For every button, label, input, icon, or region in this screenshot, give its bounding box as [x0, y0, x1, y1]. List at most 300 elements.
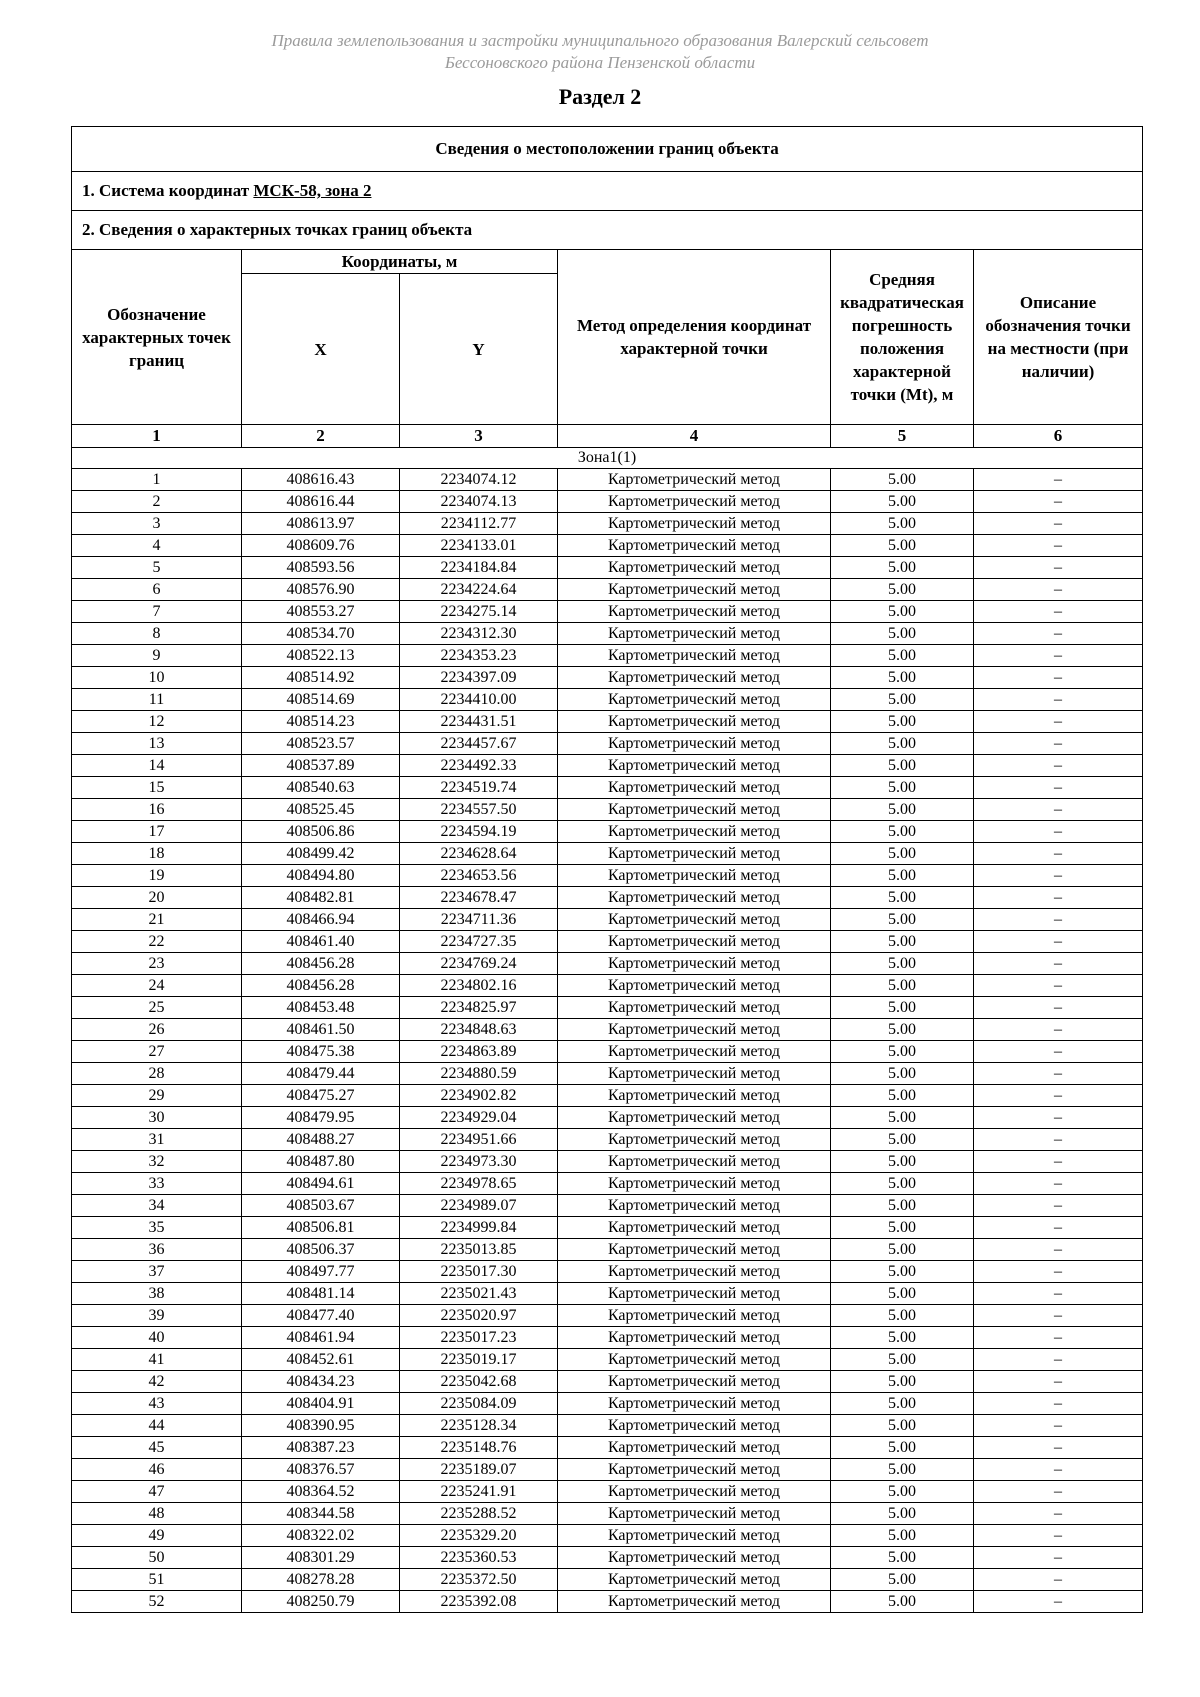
cell-point-number: 7 — [72, 601, 242, 623]
cell-description: – — [974, 733, 1143, 755]
table-row — [72, 1063, 1143, 1085]
cell-method: Картометрический метод — [558, 821, 831, 843]
cell-point-number: 45 — [72, 1437, 242, 1459]
cell-method: Картометрический метод — [558, 1327, 831, 1349]
cell-method: Картометрический метод — [558, 491, 831, 513]
cell-description: – — [974, 777, 1143, 799]
cell-point-number: 8 — [72, 623, 242, 645]
cell-coord-y: 2235020.97 — [400, 1305, 558, 1327]
cell-point-number: 44 — [72, 1415, 242, 1437]
cell-point-number: 39 — [72, 1305, 242, 1327]
cell-coord-x: 408390.95 — [242, 1415, 400, 1437]
cell-error-value: 5.00 — [831, 1283, 974, 1305]
cell-error-value: 5.00 — [831, 1195, 974, 1217]
cell-point-number: 17 — [72, 821, 242, 843]
cell-point-number: 28 — [72, 1063, 242, 1085]
cell-coord-y: 2234727.35 — [400, 931, 558, 953]
cell-error-value: 5.00 — [831, 1107, 974, 1129]
table-row — [72, 1283, 1143, 1305]
cell-point-number: 9 — [72, 645, 242, 667]
cell-description: – — [974, 1129, 1143, 1151]
cell-description: – — [974, 1459, 1143, 1481]
cell-coord-x: 408479.95 — [242, 1107, 400, 1129]
table-row — [72, 1019, 1143, 1041]
cell-point-number: 23 — [72, 953, 242, 975]
cell-coord-y: 2235013.85 — [400, 1239, 558, 1261]
cell-coord-y: 2234431.51 — [400, 711, 558, 733]
col-header-y: Y — [400, 274, 558, 425]
cell-coord-x: 408479.44 — [242, 1063, 400, 1085]
table-row — [72, 909, 1143, 931]
table-row — [72, 557, 1143, 579]
cell-method: Картометрический метод — [558, 1525, 831, 1547]
cell-coord-y: 2235392.08 — [400, 1591, 558, 1613]
cell-coord-x: 408525.45 — [242, 799, 400, 821]
cell-method: Картометрический метод — [558, 711, 831, 733]
cell-point-number: 1 — [72, 469, 242, 491]
cell-coord-x: 408461.50 — [242, 1019, 400, 1041]
cell-error-value: 5.00 — [831, 535, 974, 557]
cell-error-value: 5.00 — [831, 689, 974, 711]
table-row — [72, 1371, 1143, 1393]
cell-coord-x: 408387.23 — [242, 1437, 400, 1459]
cell-description: – — [974, 1415, 1143, 1437]
cell-coord-x: 408452.61 — [242, 1349, 400, 1371]
cell-method: Картометрический метод — [558, 843, 831, 865]
cell-coord-y: 2234224.64 — [400, 579, 558, 601]
table-row — [72, 1261, 1143, 1283]
cell-error-value: 5.00 — [831, 821, 974, 843]
cell-error-value: 5.00 — [831, 601, 974, 623]
cell-coord-x: 408322.02 — [242, 1525, 400, 1547]
cell-method: Картометрический метод — [558, 1591, 831, 1613]
cell-coord-y: 2234848.63 — [400, 1019, 558, 1041]
cell-point-number: 21 — [72, 909, 242, 931]
cell-coord-y: 2234929.04 — [400, 1107, 558, 1129]
table-row — [72, 1085, 1143, 1107]
cell-error-value: 5.00 — [831, 733, 974, 755]
cell-error-value: 5.00 — [831, 469, 974, 491]
cell-point-number: 35 — [72, 1217, 242, 1239]
cell-error-value: 5.00 — [831, 997, 974, 1019]
cell-method: Картометрический метод — [558, 1217, 831, 1239]
cell-coord-x: 408503.67 — [242, 1195, 400, 1217]
cell-method: Картометрический метод — [558, 645, 831, 667]
cell-point-number: 5 — [72, 557, 242, 579]
table-row — [72, 689, 1143, 711]
cell-description: – — [974, 1503, 1143, 1525]
cell-description: – — [974, 623, 1143, 645]
cell-description: – — [974, 843, 1143, 865]
cell-description: – — [974, 667, 1143, 689]
cell-coord-x: 408593.56 — [242, 557, 400, 579]
cell-error-value: 5.00 — [831, 975, 974, 997]
cell-point-number: 18 — [72, 843, 242, 865]
cell-method: Картометрический метод — [558, 1349, 831, 1371]
cell-method: Картометрический метод — [558, 931, 831, 953]
table-row — [72, 1481, 1143, 1503]
cell-error-value: 5.00 — [831, 1503, 974, 1525]
cell-method: Картометрический метод — [558, 1547, 831, 1569]
col-header-x: X — [242, 274, 400, 425]
cell-error-value: 5.00 — [831, 1547, 974, 1569]
cell-coord-y: 2235329.20 — [400, 1525, 558, 1547]
cell-method: Картометрический метод — [558, 601, 831, 623]
cell-error-value: 5.00 — [831, 1349, 974, 1371]
cell-method: Картометрический метод — [558, 1371, 831, 1393]
cell-coord-y: 2235288.52 — [400, 1503, 558, 1525]
cell-method: Картометрический метод — [558, 535, 831, 557]
cell-description: – — [974, 1019, 1143, 1041]
table-row — [72, 997, 1143, 1019]
cell-coord-y: 2234074.12 — [400, 469, 558, 491]
cell-point-number: 49 — [72, 1525, 242, 1547]
cell-point-number: 31 — [72, 1129, 242, 1151]
cell-coord-x: 408616.44 — [242, 491, 400, 513]
cell-description: – — [974, 865, 1143, 887]
cell-error-value: 5.00 — [831, 1481, 974, 1503]
cell-method: Картометрический метод — [558, 1459, 831, 1481]
cell-coord-x: 408278.28 — [242, 1569, 400, 1591]
cell-point-number: 46 — [72, 1459, 242, 1481]
table-row — [72, 1327, 1143, 1349]
cell-coord-x: 408540.63 — [242, 777, 400, 799]
cell-description: – — [974, 469, 1143, 491]
cell-description: – — [974, 1393, 1143, 1415]
cell-coord-x: 408301.29 — [242, 1547, 400, 1569]
table-row — [72, 645, 1143, 667]
cell-error-value: 5.00 — [831, 711, 974, 733]
table-row — [72, 975, 1143, 997]
cell-coord-y: 2235128.34 — [400, 1415, 558, 1437]
cell-method: Картометрический метод — [558, 1063, 831, 1085]
cell-coord-y: 2234628.64 — [400, 843, 558, 865]
cell-point-number: 38 — [72, 1283, 242, 1305]
cell-method: Картометрический метод — [558, 755, 831, 777]
cell-coord-x: 408434.23 — [242, 1371, 400, 1393]
cell-error-value: 5.00 — [831, 887, 974, 909]
table-row — [72, 1547, 1143, 1569]
cell-method: Картометрический метод — [558, 1041, 831, 1063]
cell-coord-y: 2234825.97 — [400, 997, 558, 1019]
cell-coord-x: 408404.91 — [242, 1393, 400, 1415]
cell-error-value: 5.00 — [831, 931, 974, 953]
cell-point-number: 37 — [72, 1261, 242, 1283]
cell-coord-x: 408523.57 — [242, 733, 400, 755]
cell-method: Картометрический метод — [558, 689, 831, 711]
coordinate-system-line — [72, 172, 1143, 211]
cell-coord-y: 2235189.07 — [400, 1459, 558, 1481]
cell-method: Картометрический метод — [558, 1393, 831, 1415]
cell-coord-y: 2234397.09 — [400, 667, 558, 689]
cell-description: – — [974, 1239, 1143, 1261]
cell-point-number: 34 — [72, 1195, 242, 1217]
cell-point-number: 16 — [72, 799, 242, 821]
cell-coord-x: 408344.58 — [242, 1503, 400, 1525]
cell-coord-y: 2235017.30 — [400, 1261, 558, 1283]
cell-method: Картометрический метод — [558, 1129, 831, 1151]
table-row — [72, 843, 1143, 865]
cell-point-number: 6 — [72, 579, 242, 601]
column-numbers-row — [72, 425, 1143, 448]
cell-coord-x: 408497.77 — [242, 1261, 400, 1283]
cell-error-value: 5.00 — [831, 953, 974, 975]
table-row — [72, 1393, 1143, 1415]
cell-coord-x: 408506.37 — [242, 1239, 400, 1261]
cell-error-value: 5.00 — [831, 1437, 974, 1459]
section-title: Раздел 2 — [558, 84, 642, 109]
table-row — [72, 755, 1143, 777]
cell-description: – — [974, 1349, 1143, 1371]
cell-description: – — [974, 931, 1143, 953]
cell-error-value: 5.00 — [831, 1129, 974, 1151]
cell-coord-y: 2234902.82 — [400, 1085, 558, 1107]
cell-point-number: 10 — [72, 667, 242, 689]
cell-coord-y: 2235019.17 — [400, 1349, 558, 1371]
cell-coord-x: 408453.48 — [242, 997, 400, 1019]
cell-coord-x: 408514.69 — [242, 689, 400, 711]
cell-method: Картометрический метод — [558, 1019, 831, 1041]
cell-description: – — [974, 1107, 1143, 1129]
cell-coord-y: 2234184.84 — [400, 557, 558, 579]
table-row — [72, 1503, 1143, 1525]
table-row — [72, 535, 1143, 557]
cell-point-number: 14 — [72, 755, 242, 777]
cell-coord-x: 408376.57 — [242, 1459, 400, 1481]
cell-method: Картометрический метод — [558, 1261, 831, 1283]
table-row — [72, 931, 1143, 953]
cell-coord-x: 408482.81 — [242, 887, 400, 909]
table-row — [72, 733, 1143, 755]
column-number: 5 — [831, 425, 974, 448]
cell-method: Картометрический метод — [558, 733, 831, 755]
table-row — [72, 1525, 1143, 1547]
cell-point-number: 12 — [72, 711, 242, 733]
cell-method: Картометрический метод — [558, 623, 831, 645]
cell-coord-x: 408475.27 — [242, 1085, 400, 1107]
cell-point-number: 4 — [72, 535, 242, 557]
cell-error-value: 5.00 — [831, 623, 974, 645]
cell-point-number: 47 — [72, 1481, 242, 1503]
cell-error-value: 5.00 — [831, 667, 974, 689]
cell-error-value: 5.00 — [831, 1261, 974, 1283]
cell-coord-x: 408494.80 — [242, 865, 400, 887]
cell-description: – — [974, 1547, 1143, 1569]
cell-point-number: 50 — [72, 1547, 242, 1569]
table-row — [72, 1217, 1143, 1239]
cell-error-value: 5.00 — [831, 1151, 974, 1173]
cell-coord-x: 408456.28 — [242, 975, 400, 997]
table-row — [72, 1041, 1143, 1063]
cell-description: – — [974, 1371, 1143, 1393]
cell-method: Картометрический метод — [558, 469, 831, 491]
cell-method: Картометрический метод — [558, 1173, 831, 1195]
cell-description: – — [974, 821, 1143, 843]
cell-error-value: 5.00 — [831, 1327, 974, 1349]
cell-error-value: 5.00 — [831, 865, 974, 887]
cell-description: – — [974, 689, 1143, 711]
cell-coord-y: 2234557.50 — [400, 799, 558, 821]
cell-method: Картометрический метод — [558, 1437, 831, 1459]
cell-coord-x: 408506.81 — [242, 1217, 400, 1239]
cell-error-value: 5.00 — [831, 1569, 974, 1591]
cell-coord-y: 2234880.59 — [400, 1063, 558, 1085]
cell-method: Картометрический метод — [558, 1283, 831, 1305]
cell-coord-y: 2234951.66 — [400, 1129, 558, 1151]
cell-coord-y: 2234492.33 — [400, 755, 558, 777]
cell-method: Картометрический метод — [558, 1085, 831, 1107]
cell-point-number: 15 — [72, 777, 242, 799]
table-row — [72, 1569, 1143, 1591]
cell-method: Картометрический метод — [558, 865, 831, 887]
cell-method: Картометрический метод — [558, 579, 831, 601]
cell-coord-x: 408477.40 — [242, 1305, 400, 1327]
cell-point-number: 27 — [72, 1041, 242, 1063]
cell-point-number: 33 — [72, 1173, 242, 1195]
cell-method: Картометрический метод — [558, 513, 831, 535]
cell-error-value: 5.00 — [831, 755, 974, 777]
cell-method: Картометрический метод — [558, 953, 831, 975]
cell-description: – — [974, 513, 1143, 535]
boundary-points-table — [71, 126, 1143, 1613]
cell-error-value: 5.00 — [831, 1063, 974, 1085]
cell-error-value: 5.00 — [831, 1085, 974, 1107]
cell-method: Картометрический метод — [558, 1107, 831, 1129]
cell-description: – — [974, 535, 1143, 557]
table-row — [72, 1437, 1143, 1459]
cell-error-value: 5.00 — [831, 1415, 974, 1437]
cell-description: – — [974, 799, 1143, 821]
cell-coord-y: 2234989.07 — [400, 1195, 558, 1217]
cell-method: Картометрический метод — [558, 997, 831, 1019]
table-row — [72, 1305, 1143, 1327]
cell-coord-x: 408461.40 — [242, 931, 400, 953]
cell-description: – — [974, 997, 1143, 1019]
cell-method: Картометрический метод — [558, 887, 831, 909]
cell-coord-y: 2235360.53 — [400, 1547, 558, 1569]
cell-error-value: 5.00 — [831, 491, 974, 513]
cell-description: – — [974, 887, 1143, 909]
cell-error-value: 5.00 — [831, 1525, 974, 1547]
table-row — [72, 711, 1143, 733]
cell-point-number: 3 — [72, 513, 242, 535]
table-row — [72, 799, 1143, 821]
cell-coord-x: 408553.27 — [242, 601, 400, 623]
cell-error-value: 5.00 — [831, 645, 974, 667]
cell-coord-y: 2234353.23 — [400, 645, 558, 667]
cell-description: – — [974, 1173, 1143, 1195]
cell-coord-y: 2234711.36 — [400, 909, 558, 931]
cell-error-value: 5.00 — [831, 1591, 974, 1613]
cell-coord-y: 2234133.01 — [400, 535, 558, 557]
cell-coord-x: 408487.80 — [242, 1151, 400, 1173]
cell-point-number: 11 — [72, 689, 242, 711]
cell-coord-x: 408456.28 — [242, 953, 400, 975]
cell-description: – — [974, 601, 1143, 623]
cell-error-value: 5.00 — [831, 557, 974, 579]
cell-error-value: 5.00 — [831, 777, 974, 799]
table-row — [72, 1459, 1143, 1481]
zone-label: Зона1(1) — [72, 448, 1143, 469]
cell-coord-x: 408364.52 — [242, 1481, 400, 1503]
col-header-designation: Обозначение характерных точек границ — [72, 250, 242, 425]
cell-coord-x: 408576.90 — [242, 579, 400, 601]
col-header-error-text: Средняя квадратическая погрешность положения характерной точки (Mt), м — [840, 270, 964, 404]
table-row — [72, 1239, 1143, 1261]
cell-point-number: 2 — [72, 491, 242, 513]
col-header-description: Описание обозначения точки на местности (при наличии) — [974, 250, 1143, 425]
table-row — [72, 953, 1143, 975]
table-row — [72, 469, 1143, 491]
cell-point-number: 19 — [72, 865, 242, 887]
cell-point-number: 52 — [72, 1591, 242, 1613]
column-number: 4 — [558, 425, 831, 448]
cell-coord-x: 408250.79 — [242, 1591, 400, 1613]
cell-error-value: 5.00 — [831, 1305, 974, 1327]
cell-coord-y: 2234653.56 — [400, 865, 558, 887]
cell-point-number: 36 — [72, 1239, 242, 1261]
cell-coord-x: 408461.94 — [242, 1327, 400, 1349]
col-header-coordinates: Координаты, м — [242, 250, 558, 274]
cell-description: – — [974, 1283, 1143, 1305]
cell-coord-y: 2234275.14 — [400, 601, 558, 623]
table-row — [72, 1349, 1143, 1371]
cell-description: – — [974, 1481, 1143, 1503]
table-row — [72, 1415, 1143, 1437]
table-row — [72, 1173, 1143, 1195]
table-row — [72, 667, 1143, 689]
cell-description: – — [974, 1525, 1143, 1547]
cell-description: – — [974, 1327, 1143, 1349]
cell-description: – — [974, 1195, 1143, 1217]
cell-coord-x: 408475.38 — [242, 1041, 400, 1063]
cell-coord-y: 2234769.24 — [400, 953, 558, 975]
cell-error-value: 5.00 — [831, 1173, 974, 1195]
cell-coord-x: 408481.14 — [242, 1283, 400, 1305]
table-row — [72, 777, 1143, 799]
table-row — [72, 579, 1143, 601]
coordinate-system-value: МСК-58, зона 2 — [253, 181, 372, 200]
cell-point-number: 26 — [72, 1019, 242, 1041]
cell-description: – — [974, 645, 1143, 667]
cell-point-number: 22 — [72, 931, 242, 953]
cell-error-value: 5.00 — [831, 1019, 974, 1041]
cell-coord-y: 2234973.30 — [400, 1151, 558, 1173]
cell-description: – — [974, 1063, 1143, 1085]
cell-error-value: 5.00 — [831, 579, 974, 601]
cell-description: – — [974, 755, 1143, 777]
cell-coord-y: 2234074.13 — [400, 491, 558, 513]
cell-method: Картометрический метод — [558, 1195, 831, 1217]
col-header-method: Метод определения координат характерной точки — [558, 250, 831, 425]
table-row — [72, 887, 1143, 909]
cell-coord-y: 2234802.16 — [400, 975, 558, 997]
cell-method: Картометрический метод — [558, 1481, 831, 1503]
column-number: 3 — [400, 425, 558, 448]
cell-coord-x: 408506.86 — [242, 821, 400, 843]
cell-point-number: 20 — [72, 887, 242, 909]
cell-description: – — [974, 557, 1143, 579]
cell-method: Картометрический метод — [558, 975, 831, 997]
table-row — [72, 865, 1143, 887]
cell-description: – — [974, 1569, 1143, 1591]
cell-description: – — [974, 491, 1143, 513]
cell-coord-x: 408488.27 — [242, 1129, 400, 1151]
cell-coord-y: 2235042.68 — [400, 1371, 558, 1393]
cell-error-value: 5.00 — [831, 909, 974, 931]
running-header — [0, 30, 1200, 74]
cell-method: Картометрический метод — [558, 799, 831, 821]
